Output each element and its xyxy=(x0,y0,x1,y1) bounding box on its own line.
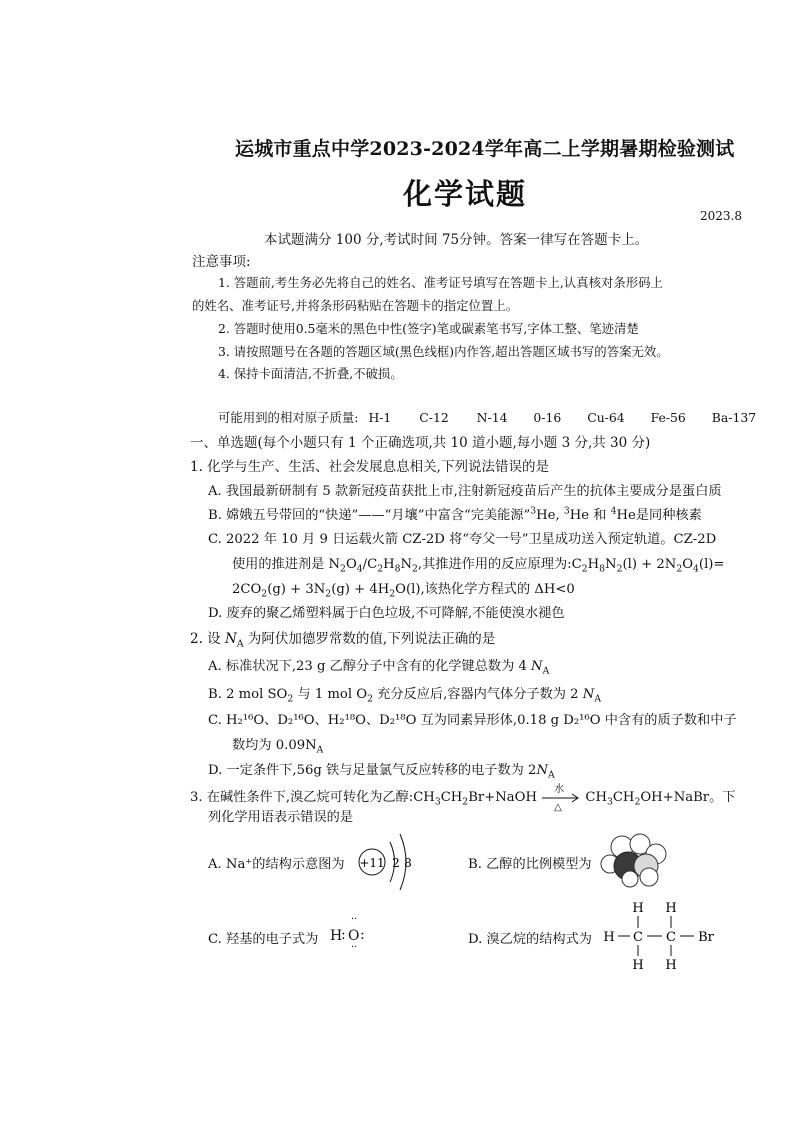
note-1b: 的姓名、准考证号,并将条形码粘贴在答题卡的指定位置上。 xyxy=(192,298,519,313)
mass-n: N-14 xyxy=(476,410,508,425)
q2-option-c-line1: C. H₂¹⁶O、D₂¹⁶O、H₂¹⁸O、D₂¹⁸O 互为同素异形体,0.18 g D₂¹⁶O 中含有的质子数和中子 xyxy=(208,713,737,728)
note-3: 3. 请按照题号在各题的答题区域(黑色线框)内作答,超出答题区域书写的答案无效。 xyxy=(218,344,669,359)
shell-2-electrons: 8 xyxy=(404,856,412,870)
atomic-masses xyxy=(218,408,756,426)
q1-stem: 1. 化学与生产、生活、社会发展息息相关,下列说法错误的是 xyxy=(190,459,549,475)
atomic-masses-label: 可能用到的相对原子质量: xyxy=(218,410,359,425)
q3-stem-line2: 列化学用语表示错误的是 xyxy=(208,810,354,825)
svg-text:H: H xyxy=(665,958,677,972)
shell-1-electrons: 2 xyxy=(392,856,400,870)
mass-ba: Ba-137 xyxy=(711,410,757,425)
q1-option-a: A. 我国最新研制有 5 款新冠疫苗获批上市,注射新冠疫苗后产生的抗体主要成分是蛋白质 xyxy=(208,484,722,499)
q3-stem-line1: 3. 在碱性条件下,溴乙烷可转化为乙醇$:CH_3CH_2Br+NaOH$ 水 △ $CH_3CH_2OH+NaBr$。下 xyxy=(190,783,736,813)
q3-option-c: C. 羟基的电子式为 xyxy=(208,932,319,947)
svg-text:Br: Br xyxy=(698,930,714,945)
svg-text:H: H xyxy=(632,958,644,972)
q2-option-b: B. 2 mol $SO_2$ 与 1 mol $O_2$ 充分反应后,容器内气体分子数为 2 $N_A$ xyxy=(208,687,601,705)
svg-text:C: C xyxy=(633,930,643,945)
hydroxyl-electron-formula: H : O : ·· ·· xyxy=(330,914,365,953)
q3-option-a-label: A. Na⁺的结构示意图为 xyxy=(208,857,345,872)
mass-fe: Fe-56 xyxy=(650,410,686,425)
q2-option-d: D. 一定条件下,56g 铁与足量氯气反应转移的电子数为 $2N_A$ xyxy=(208,763,555,781)
q1-option-c-line1: C. 2022 年 10 月 9 日运载火箭 CZ-2D 将“夸父一号”卫星成功送入预定轨道。CZ-2D xyxy=(208,532,717,547)
svg-text:H: H xyxy=(603,930,615,945)
ethanol-space-filling-model xyxy=(600,832,678,894)
q3-option-d-label: D. 溴乙烷的结构式为 xyxy=(468,932,592,947)
notes-heading: 注意事项: xyxy=(192,254,251,270)
exam-title: 运城市重点中学2023-2024学年高二上学期暑期检验测试 xyxy=(235,138,735,160)
exam-date: 2023.8 xyxy=(700,209,742,223)
q2-option-c-line2: 数均为 $0.09N_A$ xyxy=(232,738,324,756)
q1-option-c-line2: 使用的推进剂是 $N_2O_4/C_2H_8N_2$,其推进作用的反应原理为$:C_2H_8N_2(l) + 2N_2O_4(l)=$ xyxy=(232,557,725,575)
bromoethane-structural-formula xyxy=(602,898,718,972)
mass-h: H-1 xyxy=(368,410,392,425)
section-1-title: 一、单选题(每个小题只有 1 个正确选项,共 10 道小题,每小题 3 分,共 30 分) xyxy=(190,435,651,451)
note-4: 4. 保持卡面清洁,不折叠,不破损。 xyxy=(218,366,403,381)
mass-c: C-12 xyxy=(419,410,449,425)
svg-text:C: C xyxy=(666,930,676,945)
q1-option-d: D. 废弃的聚乙烯塑料属于白色垃圾,不可降解,不能使溴水褪色 xyxy=(208,606,565,621)
q3-option-b-label: B. 乙醇的比例模型为 xyxy=(468,857,592,872)
q1-option-b: B. 嫦娥五号带回的“快递”——“月壤”中富含“完美能源”$^3$He, $^3$He 和 $^4$He是同种核素 xyxy=(208,505,702,523)
q2-stem: 2. 设 $N_A$ 为阿伏加德罗常数的值,下列说法正确的是 xyxy=(190,631,496,650)
svg-text:H: H xyxy=(632,901,644,916)
exam-info: 本试题满分 100 分,考试时间 75分钟。答案一律写在答题卡上。 xyxy=(264,232,649,248)
mass-o: 0-16 xyxy=(533,410,562,425)
mass-cu: Cu-64 xyxy=(587,410,625,425)
q1-option-c-line3: $2CO_2(g) + 3N_2(g) + 4H_2O(l)$,该热化学方程式的 ΔH<0 xyxy=(232,582,575,600)
reaction-arrow: 水 △ xyxy=(541,791,581,805)
nucleus-charge: +11 xyxy=(359,856,385,870)
q2-option-a: A. 标准状况下,23 g 乙醇分子中含有的化学键总数为 4 $N_A$ xyxy=(208,659,550,677)
na-ion-structure-diagram xyxy=(352,826,414,898)
note-2: 2. 答题时使用0.5毫米的黑色中性(签字)笔或碳素笔书写,字体工整、笔迹清楚 xyxy=(218,321,639,336)
subject-title: 化学试题 xyxy=(403,177,528,211)
note-1a: 1. 答题前,考生务必先将自己的姓名、准考证号填写在答题卡上,认真核对条形码上 xyxy=(218,275,663,290)
svg-text:H: H xyxy=(665,901,677,916)
